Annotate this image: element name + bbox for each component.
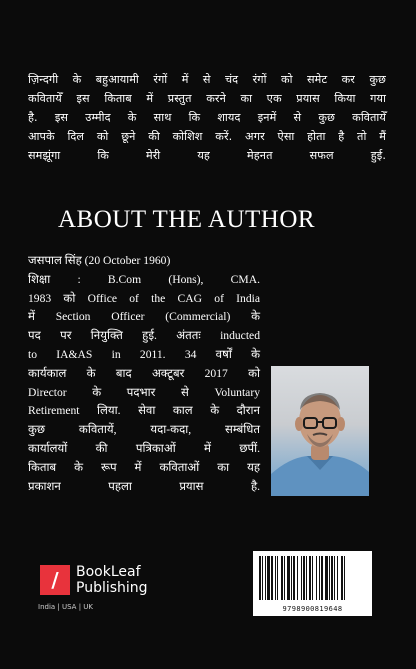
bio-line: में Section Officer (Commercial) के (28, 310, 260, 324)
about-author-heading: ABOUT THE AUTHOR (58, 206, 316, 233)
intro-line: कवितायेँ इस किताब में प्रस्तुत करने का एक प्रयास किया गया (28, 92, 386, 105)
bio-line: शिक्षा : B.Com (Hons), CMA. (28, 272, 260, 286)
bio-line: कार्यकाल के बाद अक्टूबर 2017 को (28, 366, 260, 380)
bio-line: जसपाल सिंह (20 October 1960) (28, 254, 171, 267)
author-photo (271, 366, 369, 496)
bio-line: to IA&AS in 2011. 34 वर्षों के (28, 347, 260, 361)
intro-line: आपके दिल को छूने की कोशिश करें. अगर ऐसा होता है तो मैं (28, 130, 386, 143)
bio-line: कुछ कवितायें, यदा-कदा, सम्बंधित (28, 423, 260, 437)
barcode-bars (253, 551, 372, 603)
bio-line: प्रकाशन पहला प्रयास है. (28, 479, 260, 493)
intro-line: है. इस उम्मीद के साथ कि शायद इनमें से कुछ कवितायेँ (28, 111, 386, 124)
publisher-name-line2: Publishing (76, 580, 148, 596)
publisher-name (76, 564, 148, 596)
intro-paragraph (28, 70, 386, 165)
logo-slash-glyph: / (51, 568, 59, 592)
publisher-name-line1: BookLeaf (76, 564, 141, 580)
bio-line: पद पर नियुक्ति हुई. अंततः inducted (28, 329, 260, 343)
intro-line: ज़िन्दगी के बहुआयामी रंगों में से चंद रंगों को समेट कर कुछ (28, 73, 386, 86)
bio-line: Director के पदभार से Voluntary (28, 385, 260, 399)
publisher-regions: India | USA | UK (38, 603, 93, 611)
bio-line: कार्यालयों की पत्रिकाओं में छपीं. (28, 441, 260, 455)
intro-line: समझूंगा कि मेरी यह मेहनत सफल हुई. (28, 149, 386, 162)
author-bio (28, 252, 260, 496)
author-portrait-image (271, 366, 369, 496)
bio-line: Retirement लिया. सेवा काल के दौरान (28, 404, 260, 418)
isbn-number: 9798900819648 (282, 605, 343, 613)
isbn-barcode (253, 551, 372, 616)
bookleaf-logo-mark (40, 565, 70, 595)
bio-line: 1983 को Office of the CAG of India (28, 291, 260, 305)
bio-line: किताब के रूप में कविताओं का यह (28, 460, 260, 474)
